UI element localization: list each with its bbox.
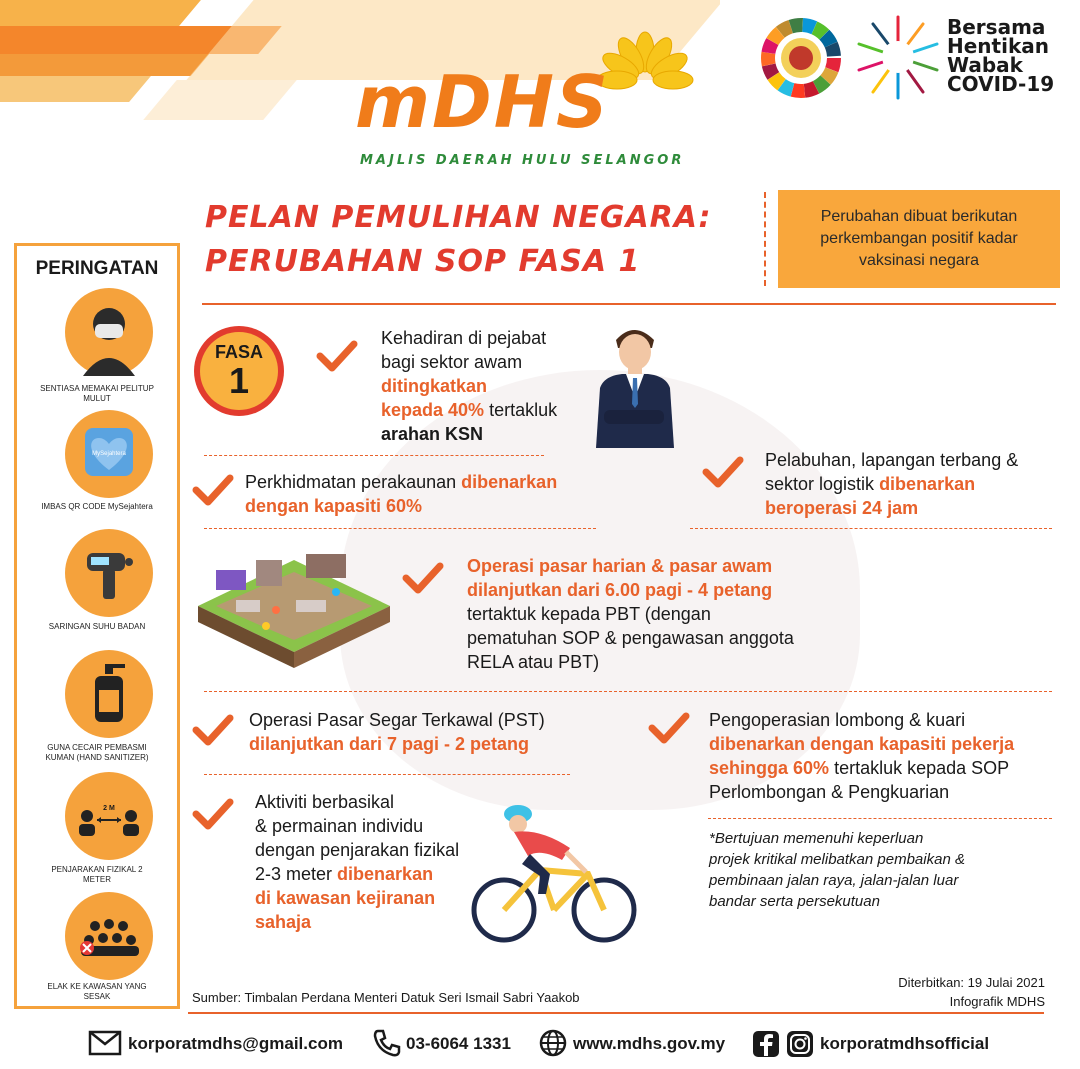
- note-text: Perubahan dibuat berikutan perkembangan positif kadar vaksinasi negara: [820, 208, 1018, 269]
- point-highlight: dilanjutkan dari 7 pagi - 2 petang: [249, 734, 530, 754]
- app-label: MySejahtera: [92, 451, 126, 457]
- point-text: pematuhan SOP & pengawasan anggota: [467, 628, 794, 648]
- sidebar-caption: GUNA CECAIR PEMBASMI KUMAN (HAND SANITIZER): [45, 743, 149, 762]
- point-highlight: dengan kapasiti 60%: [245, 496, 423, 516]
- check-icon: [192, 474, 234, 508]
- sidebar-caption: SARINGAN SUHU BADAN: [48, 622, 146, 631]
- badge-label: FASA: [214, 342, 263, 362]
- crowd-icon: [65, 892, 153, 980]
- point-accounting: [245, 470, 557, 518]
- footnote-line: projek kritikal melibatkan pembaikan &: [709, 851, 965, 868]
- point-text: Pelabuhan, lapangan terbang &: [765, 450, 1019, 470]
- footnote-line: pembinaan jalan raya, jalan-jalan luar: [709, 872, 959, 889]
- title-line-2: PERUBAHAN SOP FASA 1: [205, 244, 641, 279]
- distancing-icon: [65, 772, 153, 860]
- point-text: bagi sektor awam: [381, 352, 523, 372]
- footnote-line: *Bertujuan memenuhi keperluan: [709, 830, 924, 847]
- cyclist-illustration: [470, 798, 640, 948]
- point-mining: [709, 708, 1014, 804]
- check-icon: [702, 456, 744, 490]
- point-highlight: sahaja: [255, 912, 312, 932]
- point-text: sektor logistik: [765, 474, 875, 494]
- distance-label: 2 M: [103, 805, 115, 812]
- covid-slogan: [947, 15, 1055, 96]
- slogan-line: Bersama: [947, 15, 1046, 39]
- title-divider: [764, 192, 766, 286]
- divider: [708, 818, 1052, 819]
- footer-social[interactable]: korporatmdhsofficial: [820, 1034, 990, 1053]
- point-highlight: di kawasan kejiranan: [255, 888, 436, 908]
- title-line-1: PELAN PEMULIHAN NEGARA:: [205, 200, 712, 235]
- point-highlight: dibenarkan: [337, 864, 434, 884]
- covid-burst-icon: [853, 12, 943, 102]
- point-text: arahan KSN: [381, 424, 484, 444]
- instagram-icon[interactable]: [786, 1030, 814, 1058]
- point-highlight: Operasi pasar harian & pasar awam: [467, 556, 773, 576]
- point-text: 2-3 meter: [255, 864, 333, 884]
- point-cycling: [255, 790, 459, 934]
- source-text: Sumber: Timbalan Perdana Menteri Datuk Seri Ismail Sabri Yaakob: [192, 990, 580, 1005]
- face-mask-icon: [65, 288, 153, 376]
- footer-phone[interactable]: 03-6064 1331: [406, 1034, 511, 1053]
- logo-text: mDHS: [355, 60, 610, 144]
- header-rule: [202, 303, 1056, 305]
- email-icon: [88, 1030, 122, 1056]
- point-highlight: dibenarkan dengan kapasiti pekerja: [709, 734, 1015, 754]
- badge-number: 1: [228, 360, 250, 401]
- point-highlight: ditingkatkan: [381, 376, 488, 396]
- footnote: [709, 828, 965, 912]
- point-text: Pengoperasian lombong & kuari: [709, 710, 966, 730]
- point-text: Operasi Pasar Segar Terkawal (PST): [249, 710, 545, 730]
- point-highlight: dibenarkan: [461, 472, 558, 492]
- facebook-icon[interactable]: [752, 1030, 780, 1058]
- point-text: tertaktuk kepada PBT (dengan: [467, 604, 711, 624]
- point-highlight: beroperasi 24 jam: [765, 498, 919, 518]
- point-text: Kehadiran di pejabat: [381, 328, 547, 348]
- page-title: [205, 196, 712, 284]
- point-ports-logistics: [765, 448, 1018, 520]
- point-highlight: kepada 40%: [381, 400, 485, 420]
- globe-icon: [538, 1028, 568, 1058]
- divider: [204, 455, 544, 456]
- thermometer-icon: [65, 529, 153, 617]
- divider: [204, 774, 570, 775]
- divider: [690, 528, 1052, 529]
- point-text: Aktiviti berbasikal: [255, 792, 395, 812]
- slogan-line: Wabak: [947, 53, 1023, 77]
- point-office-attendance: [381, 326, 557, 446]
- point-pst: [249, 708, 545, 756]
- mysejahtera-icon: [65, 410, 153, 498]
- divider: [204, 691, 1052, 692]
- sidebar-peringatan: [14, 243, 180, 1009]
- point-text: RELA atau PBT): [467, 652, 600, 672]
- sidebar-caption: ELAK KE KAWASAN YANG SESAK: [47, 982, 147, 1001]
- point-text: Perkhidmatan perakaunan: [245, 472, 457, 492]
- point-text: tertakluk kepada SOP: [834, 758, 1010, 778]
- divider: [204, 528, 596, 529]
- market-illustration: [196, 540, 392, 670]
- businessman-illustration: [592, 318, 676, 448]
- logo-subtitle: MAJLIS DAERAH HULU SELANGOR: [360, 153, 685, 168]
- fasa-badge: [194, 326, 284, 416]
- check-icon: [648, 712, 690, 746]
- point-text: tertakluk: [489, 400, 558, 420]
- point-highlight: dibenarkan: [879, 474, 976, 494]
- footer-email[interactable]: korporatmdhs@gmail.com: [128, 1034, 343, 1053]
- point-highlight: sehingga 60%: [709, 758, 830, 778]
- point-text: dengan penjarakan fizikal: [255, 840, 460, 860]
- mdhs-logo: [355, 60, 715, 180]
- published-date: Diterbitkan: 19 Julai 2021: [898, 975, 1045, 990]
- check-icon: [192, 714, 234, 748]
- check-icon: [316, 340, 358, 374]
- footer-rule: [188, 1012, 1044, 1014]
- point-text: & permainan individu: [255, 816, 424, 836]
- sidebar-caption: PENJARAKAN FIZIKAL 2 METER: [51, 865, 143, 884]
- sidebar-caption: IMBAS QR CODE MySejahtera: [41, 502, 153, 511]
- sidebar-title: PERINGATAN: [35, 258, 159, 279]
- point-markets: [467, 554, 794, 674]
- check-icon: [402, 562, 444, 596]
- sdg-wheel-icon: [757, 14, 845, 102]
- slogan-line: COVID-19: [947, 72, 1055, 96]
- sanitizer-icon: [65, 650, 153, 738]
- phone-icon: [372, 1028, 402, 1058]
- credit-text: Infografik MDHS: [949, 994, 1045, 1009]
- check-icon: [192, 798, 234, 832]
- footer-website[interactable]: www.mdhs.gov.my: [573, 1034, 726, 1053]
- slogan-line: Hentikan: [947, 34, 1049, 58]
- note-box: [778, 190, 1060, 288]
- point-text: Perlombongan & Pengkuarian: [709, 782, 950, 802]
- sidebar-caption: SENTIASA MEMAKAI PELITUP MULUT: [40, 384, 154, 403]
- footnote-line: bandar serta persekutuan: [709, 893, 880, 910]
- point-highlight: dilanjutkan dari 6.00 pagi - 4 petang: [467, 580, 773, 600]
